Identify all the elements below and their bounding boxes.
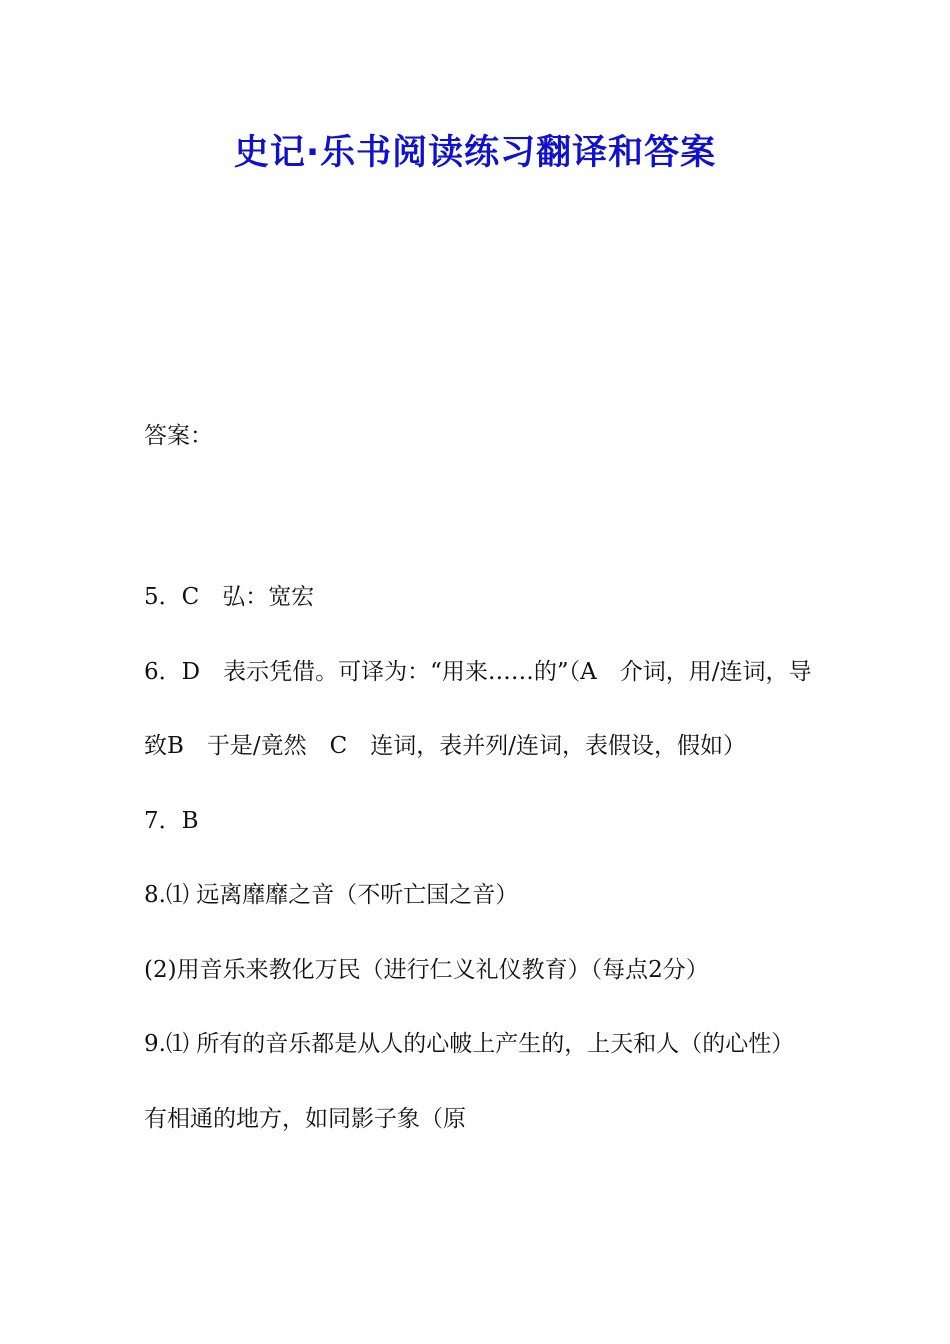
answer-item-9-1: 9.⑴ 所有的音乐都是从人的心帔上产生的，上天和人（的心性）有相通的地方，如同影子象（原: [144, 1031, 795, 1132]
answer-item-5: 5．C 弘：宽宏: [144, 584, 315, 610]
answer-item-8-2: (2)用音乐来教化万民（进行仁义礼仪教育）（每点2分）: [144, 956, 709, 983]
answer-item-7: 7．B: [144, 807, 199, 834]
answers-list: [144, 560, 814, 1156]
answer-item-8-1: 8.⑴ 远离靡靡之音（不听亡国之音）: [144, 882, 519, 908]
answers-label: 答案：: [144, 423, 213, 449]
page-title: 史记·乐书阅读练习翻译和答案: [233, 133, 717, 173]
answer-item-6: 6．D 表示凭借。可译为：“用来……的”（A 介词，用/连词，导致B 于是/竟然 C 连词，表并列/连词，表假设，假如）: [144, 658, 812, 759]
